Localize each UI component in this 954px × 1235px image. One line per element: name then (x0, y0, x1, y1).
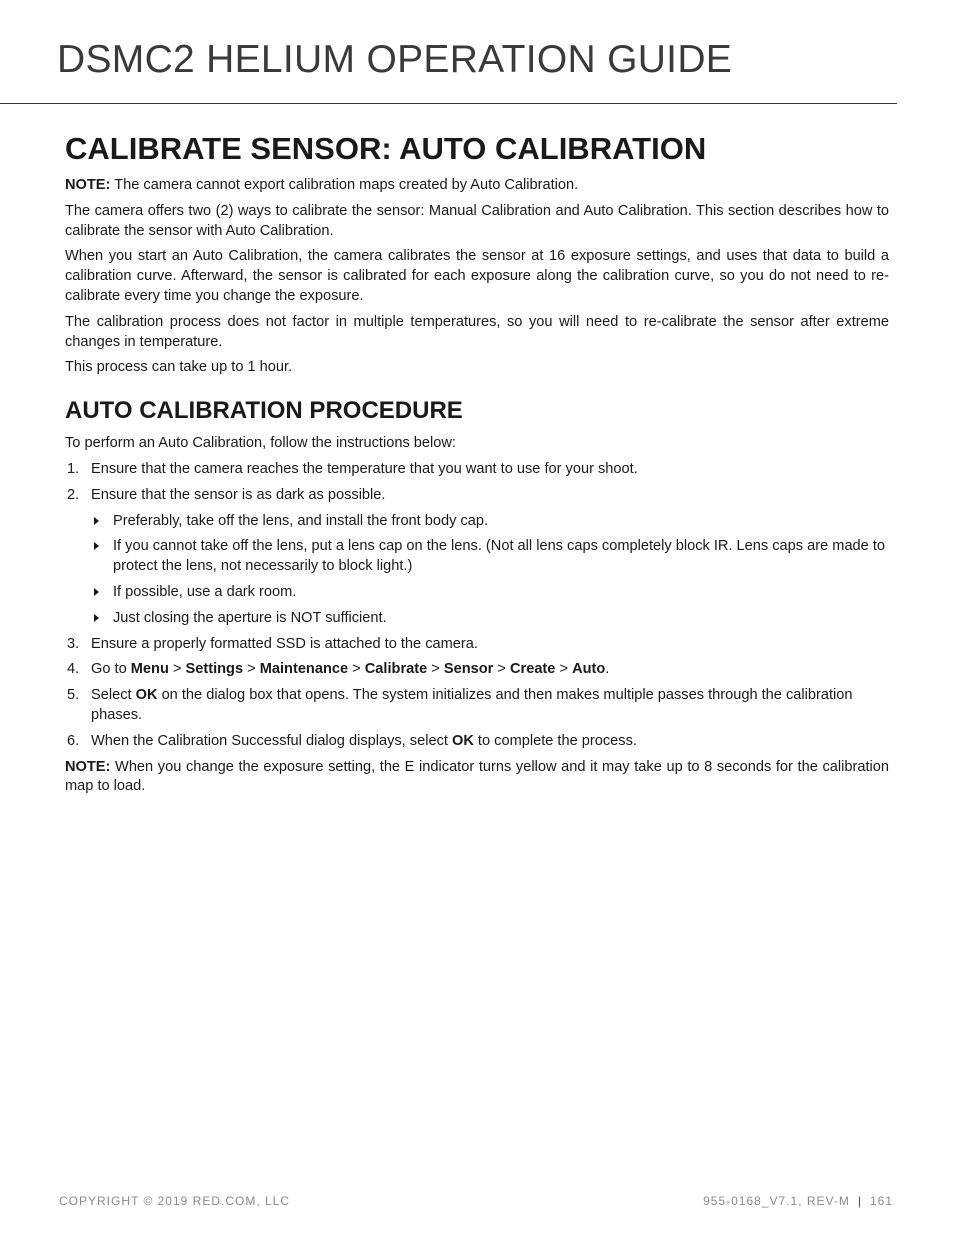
footer-copyright: COPYRIGHT © 2019 RED.COM, LLC (59, 1194, 291, 1208)
menu-path-calibrate: Calibrate (364, 661, 428, 678)
step-item (65, 635, 889, 655)
step-text: Ensure that the camera reaches the temperature that you want to use for your shoot. (91, 460, 638, 477)
step-prefix: When the Calibration Successful dialog displays, select (91, 732, 452, 749)
step-text (91, 661, 609, 677)
document-title: DSMC2 HELIUM OPERATION GUIDE (57, 38, 733, 81)
bullet-item (91, 583, 889, 603)
step-item (65, 686, 889, 726)
procedure-title: AUTO CALIBRATION PROCEDURE (65, 397, 463, 425)
note-text: When you change the exposure setting, the E indicator turns yellow and it may take up to 8 seconds for the calibration map to load. (65, 758, 889, 795)
note-paragraph (65, 758, 889, 798)
step-text (91, 733, 637, 749)
menu-path-separator: > (168, 661, 186, 678)
bullet-text: If you cannot take off the lens, put a lens cap on the lens. (Not all lens caps completely block IR. Lens caps are made to protect the lens, not necessarily to block light.) (113, 538, 886, 575)
note-paragraph (65, 176, 889, 196)
note-text: The camera cannot export calibration maps created by Auto Calibration. (110, 177, 579, 193)
step-suffix: on the dialog box that opens. The system initializes and then makes multiple passes through the calibration phases. (91, 687, 853, 723)
step-prefix: Select (91, 687, 136, 704)
step-prefix: Go to (91, 661, 131, 678)
note-label: NOTE: (65, 758, 111, 775)
triangle-bullet-icon (94, 542, 99, 550)
sub-bullet-list (91, 512, 889, 629)
step-end: . (605, 661, 610, 678)
ok-label: OK (451, 732, 474, 749)
footer-page-info (703, 1194, 893, 1208)
bullet-item (91, 609, 889, 629)
menu-path-sensor: Sensor (443, 661, 494, 678)
body-paragraph: When you start an Auto Calibration, the camera calibrates the sensor at 16 exposure settings, and uses that data to build a calibration curve. Afterward, the sensor is calibrated for each exposure along the calibration curve, so you do not need to re-calibrate every time you change the exposure. (65, 248, 889, 304)
section-title: CALIBRATE SENSOR: AUTO CALIBRATION (65, 131, 707, 166)
procedure-intro: To perform an Auto Calibration, follow the instructions below: (65, 435, 456, 452)
step-number: 5. (67, 687, 80, 704)
ok-label: OK (135, 687, 158, 704)
triangle-bullet-icon (94, 614, 99, 622)
step-item (65, 660, 889, 680)
procedure-steps (65, 460, 889, 752)
step-item (65, 486, 889, 629)
body-paragraph: The camera offers two (2) ways to calibrate the sensor: Manual Calibration and Auto Calibration. This section describes how to calibrate the sensor with Auto Calibration. (65, 202, 889, 239)
menu-path-settings: Settings (185, 661, 244, 678)
menu-path-create: Create (509, 661, 556, 678)
step-number: 2. (67, 486, 80, 503)
bullet-text: Preferably, take off the lens, and install the front body cap. (113, 512, 489, 529)
bullet-item (91, 512, 889, 532)
menu-path-maintenance: Maintenance (259, 661, 349, 678)
page-header (0, 0, 897, 104)
menu-path-separator: > (427, 661, 444, 678)
menu-path-separator: > (348, 661, 365, 678)
bullet-text: Just closing the aperture is NOT sufficient. (113, 609, 387, 626)
body-paragraph: This process can take up to 1 hour. (65, 359, 293, 376)
bullet-text: If possible, use a dark room. (113, 583, 297, 600)
menu-path-separator: > (555, 661, 573, 678)
triangle-bullet-icon (94, 517, 99, 525)
step-number: 3. (67, 635, 80, 652)
step-number: 4. (67, 661, 80, 678)
step-text (91, 687, 852, 723)
bullet-item (91, 537, 889, 577)
menu-path-separator: > (493, 661, 510, 678)
menu-path-menu: Menu (130, 661, 169, 678)
page-content (65, 130, 889, 803)
page-number: 161 (869, 1194, 893, 1208)
note-label: NOTE: (65, 177, 111, 193)
footer-separator: | (857, 1194, 862, 1208)
menu-path-separator: > (243, 661, 260, 678)
footer-doc-id: 955-0168_V7.1, REV-M (703, 1194, 850, 1208)
step-number: 6. (67, 732, 80, 749)
step-text: Ensure that the sensor is as dark as possible. (91, 486, 386, 503)
menu-path-auto: Auto (572, 661, 606, 678)
body-paragraph: The calibration process does not factor in multiple temperatures, so you will need to re-calibrate the sensor after extreme changes in temperature. (65, 313, 889, 350)
step-item (65, 732, 889, 752)
step-text: Ensure a properly formatted SSD is attached to the camera. (91, 635, 478, 652)
step-number: 1. (67, 460, 80, 477)
triangle-bullet-icon (94, 588, 99, 596)
step-item (65, 460, 889, 480)
step-suffix: to complete the process. (473, 732, 637, 749)
